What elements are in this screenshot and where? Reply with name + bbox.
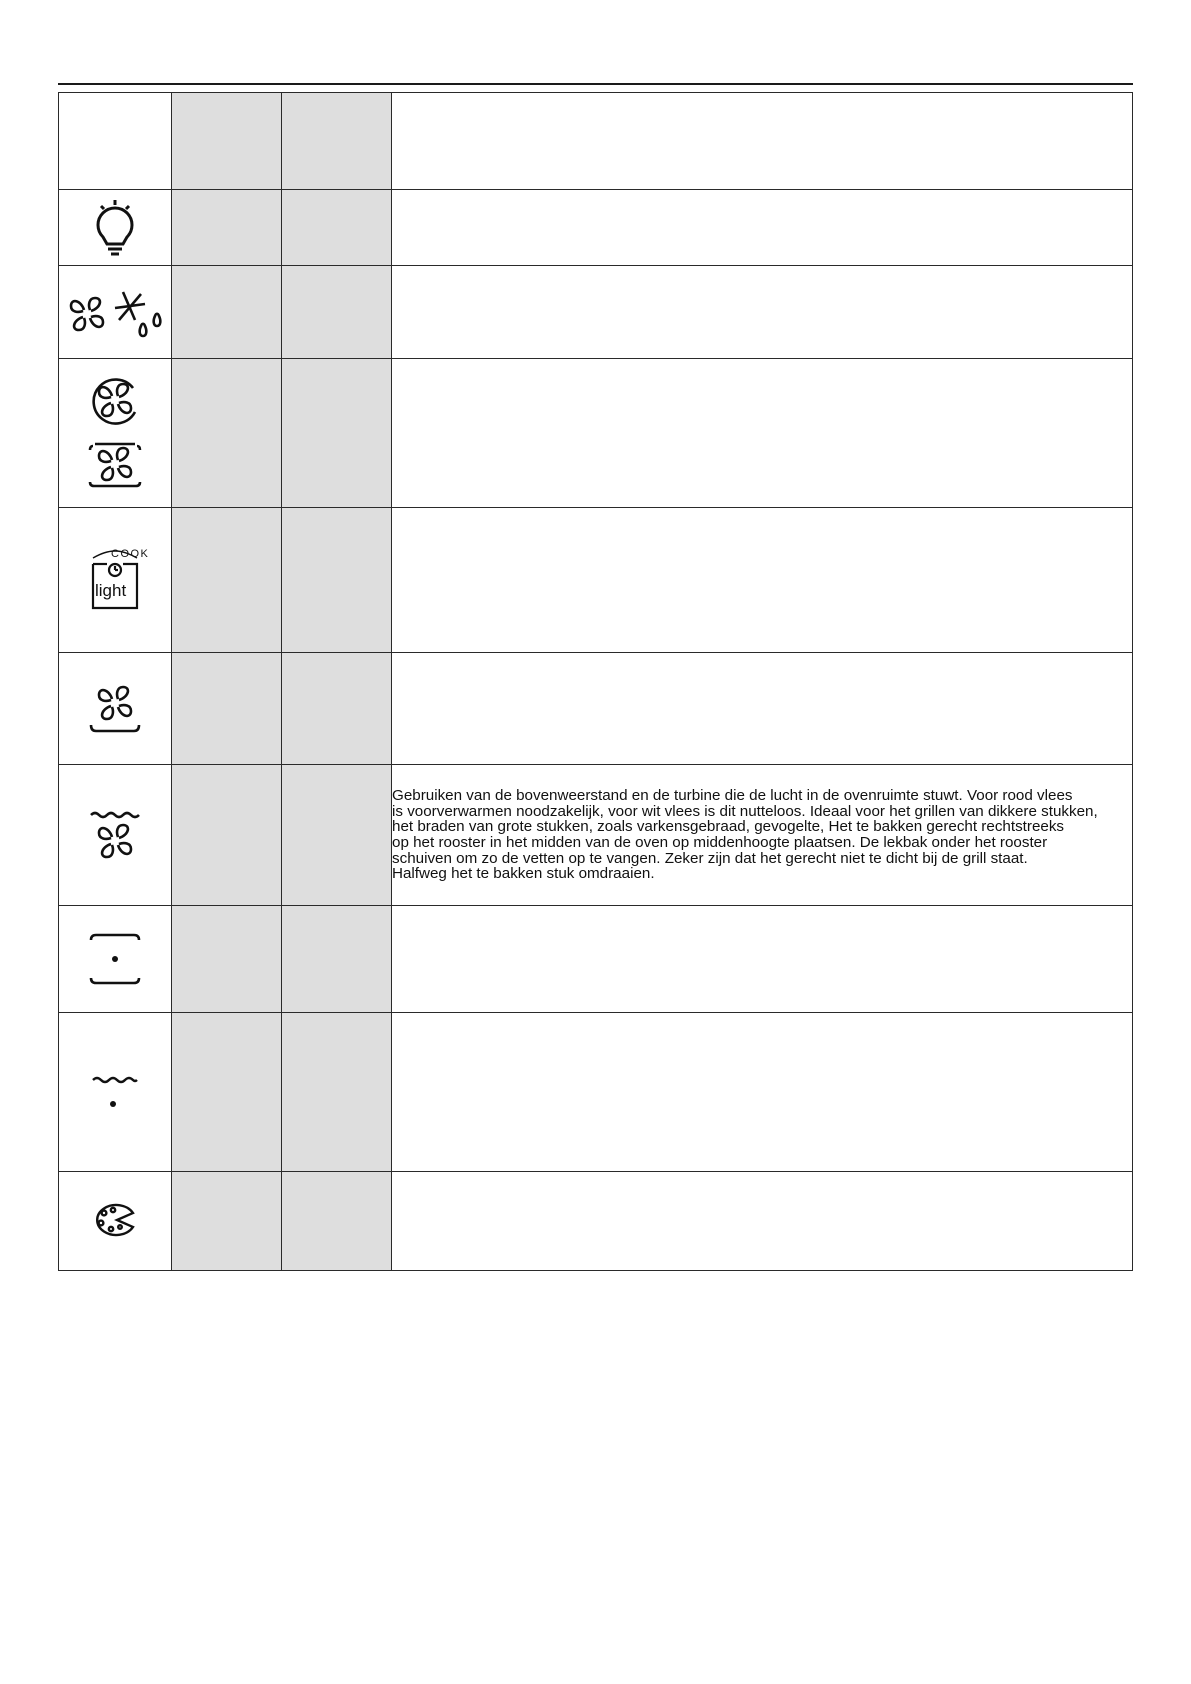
icon-cell <box>59 93 172 190</box>
table-row <box>59 359 1133 508</box>
grey-cell <box>282 190 392 266</box>
table-row <box>59 93 1133 190</box>
top-rule <box>58 83 1133 85</box>
lamp-icon <box>89 197 141 259</box>
pizza-icon <box>87 1197 143 1245</box>
light-word: light <box>95 581 127 600</box>
description-cell <box>392 508 1133 653</box>
cook-light-icon <box>85 546 145 614</box>
grey-cell <box>282 93 392 190</box>
table-row <box>59 266 1133 359</box>
table-row <box>59 190 1133 266</box>
description-cell <box>392 266 1133 359</box>
grill-icon <box>85 1068 145 1116</box>
description-cell <box>392 93 1133 190</box>
grey-cell <box>172 508 282 653</box>
grey-cell <box>282 906 392 1013</box>
table-row <box>59 1013 1133 1172</box>
icon-cell <box>59 653 172 765</box>
icon-cell <box>59 359 172 508</box>
icon-cell <box>59 190 172 266</box>
table-row <box>59 653 1133 765</box>
icon-cell <box>59 906 172 1013</box>
grey-cell <box>172 266 282 359</box>
fan-bottom-heat-icon <box>85 681 145 737</box>
grey-cell <box>172 93 282 190</box>
grey-cell <box>172 1013 282 1172</box>
description-cell <box>392 359 1133 508</box>
description-cell <box>392 653 1133 765</box>
grey-cell <box>172 765 282 906</box>
fan-grill-icon <box>85 807 145 863</box>
icon-cell <box>59 1172 172 1271</box>
icon-cell <box>59 266 172 359</box>
grey-cell <box>282 266 392 359</box>
fan-ring-convection-icon <box>85 374 145 492</box>
icon-cell <box>59 765 172 906</box>
icon-cell <box>59 508 172 653</box>
grey-cell <box>172 653 282 765</box>
table-row <box>59 765 1133 906</box>
description-cell <box>392 1172 1133 1271</box>
grey-cell <box>172 906 282 1013</box>
description-cell <box>392 906 1133 1013</box>
conventional-top-bottom-icon <box>85 928 145 990</box>
icon-cell <box>59 1013 172 1172</box>
description-cell <box>392 1013 1133 1172</box>
table-row <box>59 508 1133 653</box>
description-cell <box>392 765 1133 906</box>
grey-cell <box>282 508 392 653</box>
table-row <box>59 906 1133 1013</box>
grey-cell <box>172 359 282 508</box>
grey-cell <box>282 765 392 906</box>
fan-defrost-icon <box>63 282 167 342</box>
description-cell <box>392 190 1133 266</box>
grey-cell <box>282 1172 392 1271</box>
function-description: Gebruiken van de bovenweerstand en de turbine die de lucht in de ovenruimte stuwt. Voor rood vlees is voorverwarmen noodzakelijk, voor wit vlees is dit nutteloos. Ideaal voor het grillen van dikkere stukken, het braden van grote stukken, zoals varkensgebraad, gevogelte, Het te bakken gerecht rechtstreeks op het rooster in het midden van de oven op middenhoogte plaatsen. De lekbak onder het rooster schuiven om zo de vetten op te vangen. Zeker zijn dat het gerecht niet te dicht bij de grill staat. Halfweg het te bakken stuk omdraaien. <box>392 787 1098 883</box>
grey-cell <box>172 1172 282 1271</box>
oven-functions-table <box>58 92 1133 1271</box>
grey-cell <box>172 190 282 266</box>
grey-cell <box>282 653 392 765</box>
table-row <box>59 1172 1133 1271</box>
grey-cell <box>282 359 392 508</box>
grey-cell <box>282 1013 392 1172</box>
cook-word: COOK <box>111 548 150 560</box>
